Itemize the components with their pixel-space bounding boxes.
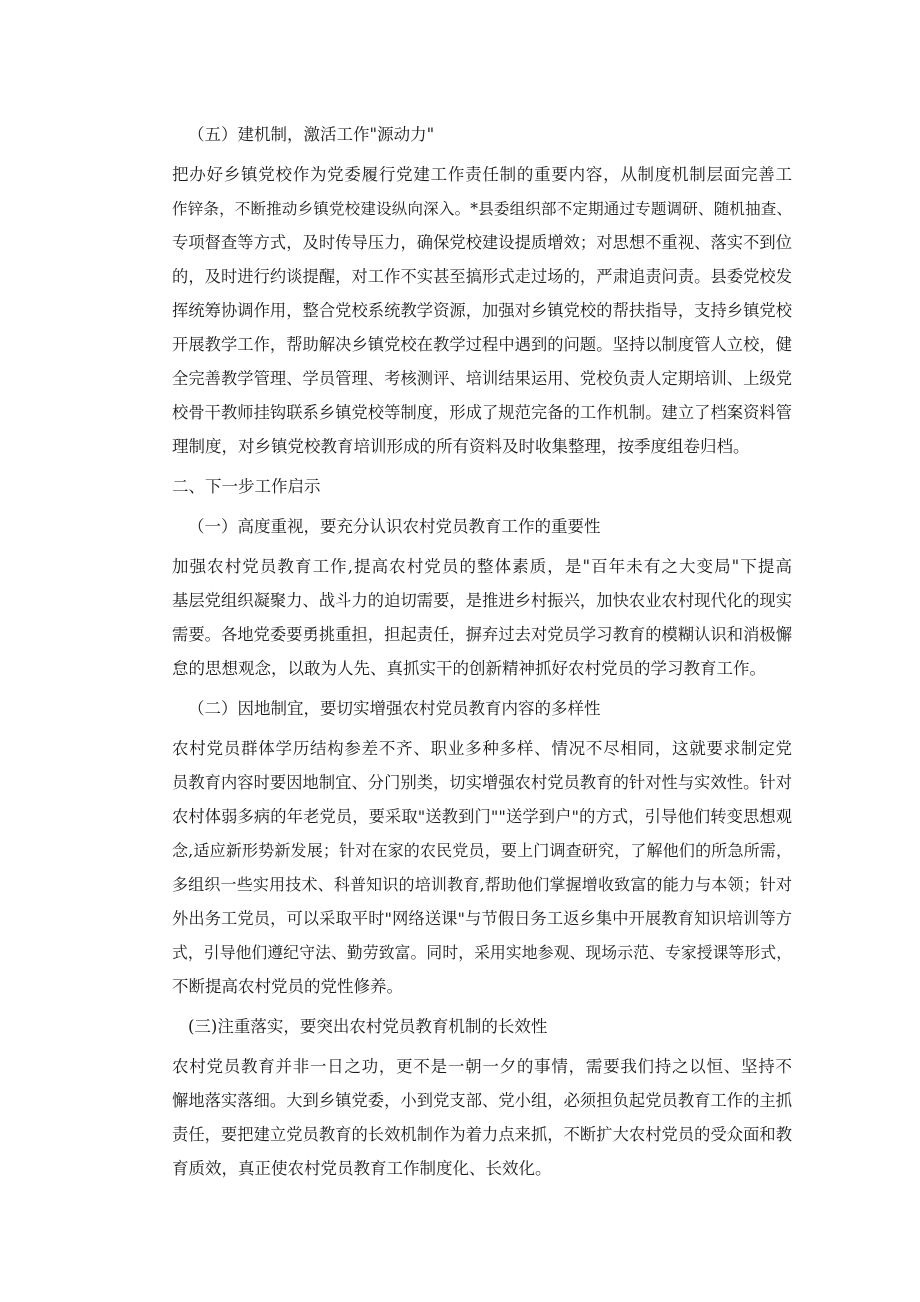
text-line: 专项督查等方式，及时传导压力，确保党校建设提质增效；对思想不重视、落实不到位: [172, 233, 792, 252]
text-line: 责任，要把建立党员教育的长效机制作为着力点来抓，不断扩大农村党员的受众面和教: [172, 1125, 792, 1144]
body-paragraph: [172, 158, 792, 464]
text-line: 农村体弱多病的年老党员，要采取"送教到门""送学到户"的方式，引导他们转变思想观: [172, 807, 792, 826]
body-paragraph: [172, 1050, 792, 1186]
text-line: (三)注重落实，要突出农村党员教育机制的长效性: [188, 1017, 548, 1036]
text-line: 理制度，对乡镇党校教育培训形成的所有资料及时收集整理，按季度组卷归档。: [172, 437, 750, 456]
text-line: 把办好乡镇党校作为党委履行党建工作责任制的重要内容，从制度机制层面完善工: [172, 165, 792, 184]
text-line: 农村党员教育并非一日之功，更不是一朝一夕的事情，需要我们持之以恒、坚持不: [172, 1057, 792, 1076]
text-line: 外出务工党员，可以采取平时"网络送课"与节假日务工返乡集中开展教育知识培训等方: [172, 909, 792, 928]
text-line: 校骨干教师挂钩联系乡镇党校等制度，形成了规范完备的工作机制。建立了档案资料管: [172, 403, 792, 422]
text-line: 懈地落实落细。大到乡镇党委，小到党支部、党小组，必须担负起党员教育工作的主抓: [172, 1091, 792, 1110]
subsection-heading: [172, 692, 792, 726]
document-page: [172, 112, 792, 1192]
subsection-heading: [172, 510, 792, 544]
text-line: 挥统筹协调作用，整合党校系统教学资源，加强对乡镇党校的帮扶指导，支持乡镇党校: [172, 301, 792, 320]
text-line: 不断提高农村党员的党性修养。: [172, 977, 403, 996]
text-line: 作锌条，不断推动乡镇党校建设纵向深入。*县委组织部不定期通过专题调研、随机抽查、: [172, 200, 792, 218]
body-paragraph: [172, 732, 792, 1004]
text-line: 怠的思想观念，以敢为人先、真抓实干的创新精神抓好农村党员的学习教育工作。: [172, 659, 766, 678]
text-line: 开展教学工作，帮助解决乡镇党校在教学过程中遇到的问题。坚持以制度管人立校，健: [172, 335, 792, 354]
text-line: 全完善教学管理、学员管理、考核测评、培训结果运用、党校负责人定期培训、上级党: [172, 369, 792, 388]
text-line: 员教育内容时要因地制宜、分门别类，切实增强农村党员教育的针对性与实效性。针对: [172, 773, 792, 792]
text-line: 多组织一些实用技术、科普知识的培训教育,帮助他们掌握增收致富的能力与本领；针对: [172, 875, 792, 894]
text-line: （一）高度重视，要充分认识农村党员教育工作的重要性: [188, 517, 601, 536]
text-line: 需要。各地党委要勇挑重担，担起责任，摒弃过去对党员学习教育的模糊认识和消极懈: [172, 625, 792, 644]
body-paragraph: [172, 550, 792, 686]
subsection-heading: [172, 118, 792, 152]
text-line: 育质效，真正使农村党员教育工作制度化、长效化。: [172, 1159, 552, 1178]
text-line: 念,适应新形势新发展；针对在家的农民党员，要上门调查研究，了解他们的所急所需，: [172, 841, 792, 860]
text-line: 农村党员群体学历结构参差不齐、职业多种多样、情况不尽相同，这就要求制定党: [172, 739, 792, 758]
text-line: 加强农村党员教育工作,提高农村党员的整体素质，是"百年未有之大变局"下提高: [172, 557, 792, 576]
text-line: 的，及时进行约谈提醒，对工作不实甚至搞形式走过场的，严肃追责问责。县委党校发: [172, 267, 792, 286]
text-line: （五）建机制，激活工作"源动力": [188, 125, 435, 144]
text-line: 二、下一步工作启示: [172, 477, 321, 496]
text-line: （二）因地制宜，要切实增强农村党员教育内容的多样性: [188, 699, 601, 718]
subsection-heading: [172, 1010, 792, 1044]
text-line: 式，引导他们遵纪守法、勤劳致富。同时，采用实地参观、现场示范、专家授课等形式，: [172, 943, 792, 962]
text-line: 基层党组织凝聚力、战斗力的迫切需要，是推进乡村振兴，加快农业农村现代化的现实: [172, 591, 792, 610]
section-heading: [172, 470, 792, 504]
